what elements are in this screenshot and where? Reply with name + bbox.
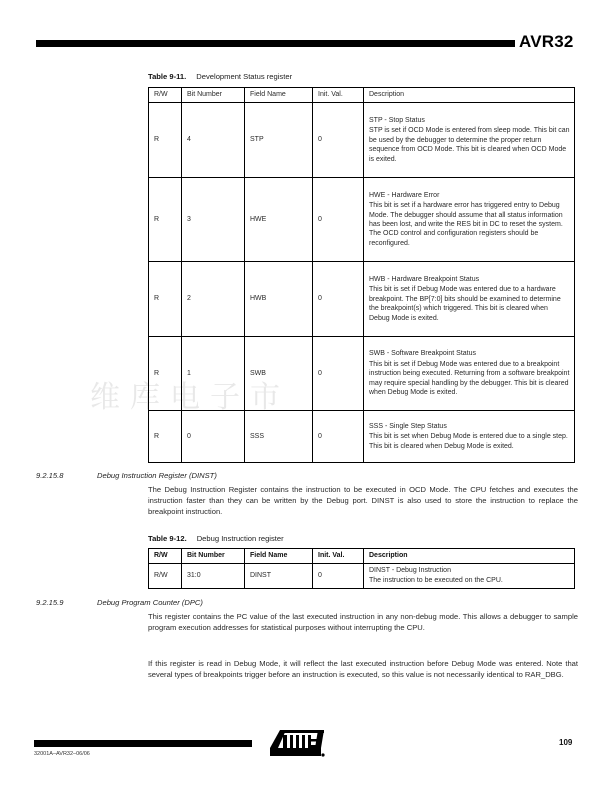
- column-header-field-name: Field Name: [245, 549, 313, 564]
- cell-description: [364, 411, 575, 463]
- cell-field: STP: [245, 103, 313, 178]
- footer-rule: [34, 740, 252, 747]
- cell-description: [364, 262, 575, 337]
- cell-rw: R: [149, 103, 182, 178]
- table-9-11: [148, 87, 575, 463]
- column-header-rw: R/W: [149, 88, 182, 103]
- table-9-12-title: Debug Instruction register: [196, 534, 284, 543]
- cell-init: 0: [313, 103, 364, 178]
- table-9-11-number: Table 9-11.: [148, 72, 187, 81]
- description-body: The instruction to be executed on the CPU.: [369, 577, 503, 585]
- cell-bit: 3: [182, 178, 245, 262]
- atmel-logo-icon: [268, 728, 326, 763]
- paragraph-dpc-2: If this register is read in Debug Mode, it will reflect the last executed instruction before Debug Mode was entered. Note that several types of breakpoints trigger before an instruction is executed, so this value is not necessarily identical to RAR_DBG.: [148, 659, 578, 680]
- cell-bit: 4: [182, 103, 245, 178]
- column-header-field-name: Field Name: [245, 88, 313, 103]
- cell-rw: R: [149, 262, 182, 337]
- table-row: [149, 337, 575, 411]
- description-title: DINST - Debug Instruction: [369, 567, 451, 574]
- table-header-row: [149, 88, 575, 103]
- section-title-dinst: Debug Instruction Register (DINST): [97, 471, 217, 480]
- cell-description: [364, 178, 575, 262]
- brand-title: AVR32: [519, 32, 574, 51]
- cell-bit: 31:0: [182, 564, 245, 589]
- table-9-11-caption: [148, 72, 292, 81]
- column-header-init-val: Init. Val.: [313, 88, 364, 103]
- table-9-12-number: Table 9-12.: [148, 534, 187, 543]
- table-header-row: [149, 549, 575, 564]
- cell-field: HWE: [245, 178, 313, 262]
- description-title: STP - Stop Status: [369, 116, 425, 124]
- column-header-bit-number: Bit Number: [182, 549, 245, 564]
- table-row: [149, 564, 575, 589]
- cell-field: DINST: [245, 564, 313, 589]
- column-header-bit-number: Bit Number: [182, 88, 245, 103]
- cell-rw: R: [149, 411, 182, 463]
- table-row: [149, 103, 575, 178]
- cell-field: HWB: [245, 262, 313, 337]
- cell-init: 0: [313, 564, 364, 589]
- table-9-12-caption: [148, 534, 284, 543]
- cell-init: 0: [313, 337, 364, 411]
- cell-field: SSS: [245, 411, 313, 463]
- cell-bit: 0: [182, 411, 245, 463]
- section-number-dpc: 9.2.15.9: [36, 598, 64, 607]
- description-title: SSS - Single Step Status: [369, 422, 447, 430]
- watermark: 维库电子市: [90, 380, 290, 415]
- cell-init: 0: [313, 178, 364, 262]
- column-header-description: Description: [364, 88, 575, 103]
- cell-init: 0: [313, 262, 364, 337]
- cell-bit: 2: [182, 262, 245, 337]
- cell-rw: R: [149, 178, 182, 262]
- table-row: [149, 262, 575, 337]
- description-title: SWB - Software Breakpoint Status: [369, 350, 476, 358]
- section-number-dinst: 9.2.15.8: [36, 471, 64, 480]
- document-code: 32001A–AVR32–06/06: [34, 751, 90, 757]
- description-body: This bit is set if Debug Mode was entered due to a breakpoint instruction being executed. Returning from a software breakpoint may require special handling by the debugger. This bit is cleared when Debug Mode is exited.: [369, 360, 570, 397]
- cell-field: SWB: [245, 337, 313, 411]
- page-number: 109: [559, 738, 573, 747]
- cell-init: 0: [313, 411, 364, 463]
- table-9-12: [148, 548, 575, 589]
- table-row: [149, 411, 575, 463]
- cell-description: [364, 564, 575, 589]
- table-9-11-title: Development Status register: [196, 72, 293, 81]
- paragraph-dinst: The Debug Instruction Register contains the instruction to be executed in OCD Mode. The CPU fetches and executes the instruction faster than they can be written by the Debug port. DINST is also used to store the instruction to replace the breakpoint instruction.: [148, 485, 578, 517]
- description-body: This bit is set if a hardware error has triggered entry to Debug Mode. The debugger should assume that all status information has been lost, and write the RES bit in DC to reset the system. The OCD control and configuration registers should be reconfigured.: [369, 202, 563, 247]
- paragraph-dpc-1: This register contains the PC value of the last executed instruction in any non-debug mode. This allows a debugger to sample program execution addresses for statistical purposes without interrupting the CPU.: [148, 612, 578, 633]
- description-body: STP is set if OCD Mode is entered from sleep mode. This bit can be used by the debugger to determine the proper return sequence from OCD Mode. This bit is cleared when OCD Mode is exited.: [369, 127, 570, 163]
- table-row: [149, 178, 575, 262]
- description-body: This bit is set if Debug Mode was entered due to a hardware breakpoint. The BP[7:0] bits should be examined to determine the breakpoint(s) which triggered. This bit is cleared when Debug Mode is exited.: [369, 286, 561, 322]
- column-header-init-val: Init. Val.: [313, 549, 364, 564]
- description-body: This bit is set when Debug Mode is entered due to a single step. This bit is cleared when Debug Mode is exited.: [369, 433, 568, 450]
- cell-rw: R: [149, 337, 182, 411]
- cell-rw: R/W: [149, 564, 182, 589]
- column-header-description: Description: [364, 549, 575, 564]
- cell-description: [364, 337, 575, 411]
- header-rule: [36, 40, 515, 47]
- description-title: HWE - Hardware Error: [369, 191, 440, 199]
- cell-bit: 1: [182, 337, 245, 411]
- section-title-dpc: Debug Program Counter (DPC): [97, 598, 203, 607]
- column-header-rw: R/W: [149, 549, 182, 564]
- description-title: HWB - Hardware Breakpoint Status: [369, 275, 480, 283]
- cell-description: [364, 103, 575, 178]
